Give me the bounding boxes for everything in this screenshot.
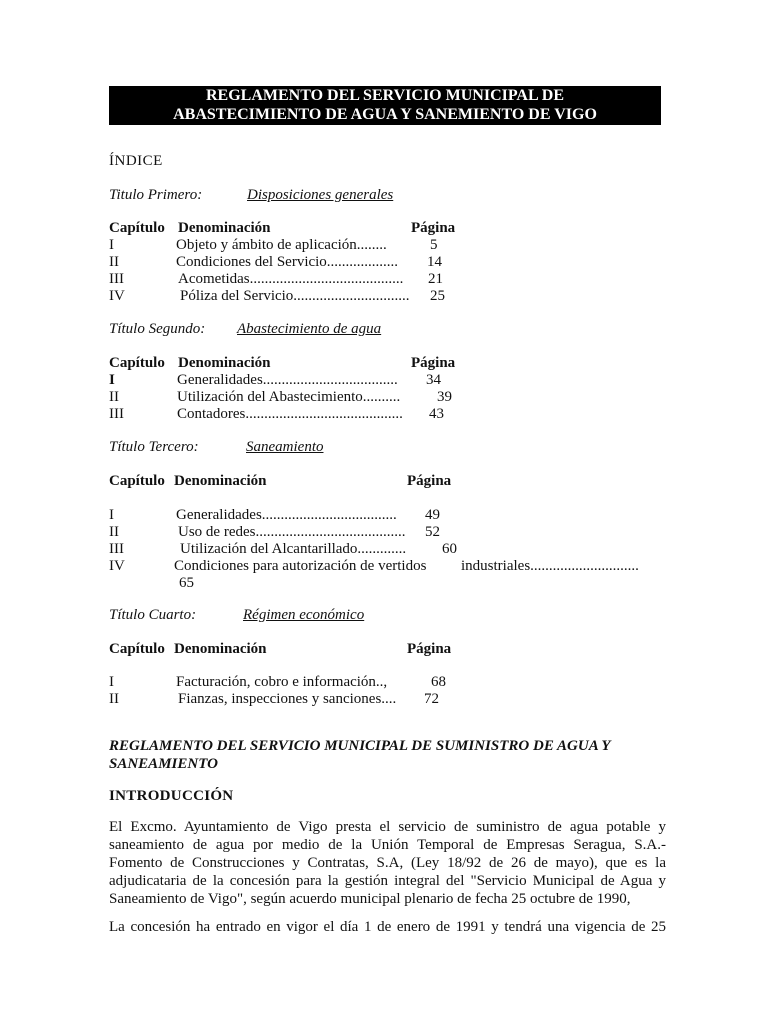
table-row-name-continued: industriales............................. — [461, 558, 639, 574]
table-row-name: Contadores.......................................... — [177, 406, 403, 422]
table-row-chapter: I — [109, 237, 114, 253]
table-row-name: Acometidas......................................... — [178, 271, 404, 287]
paragraph-line: La concesión ha entrado en vigor el día 1 de enero de 1991 y tendrá una vigencia de 25 — [109, 919, 666, 935]
title-3-col-page: Página — [407, 473, 452, 489]
table-row-chapter: II — [109, 389, 119, 405]
title-2-col-chapter: Capítulo — [109, 355, 165, 371]
title-4-col-chapter: Capítulo — [109, 641, 165, 657]
table-row-page: 25 — [430, 288, 445, 304]
table-row-name: Condiciones para autorización de vertidos — [174, 558, 427, 574]
title-1-name: Disposiciones generales — [247, 187, 394, 203]
title-1-col-page: Página — [411, 220, 456, 236]
table-row-page: 14 — [427, 254, 442, 270]
table-row-name: Condiciones del Servicio................... — [176, 254, 399, 270]
table-row-page: 65 — [179, 575, 194, 591]
table-row-page: 5 — [430, 237, 438, 253]
table-row-chapter: IV — [109, 288, 125, 304]
table-row-page: 68 — [431, 674, 446, 690]
regulation-heading-line-2: SANEAMIENTO — [109, 756, 218, 772]
title-3-col-chapter: Capítulo — [109, 473, 165, 489]
table-row-chapter: II — [109, 254, 119, 270]
table-row-page: 43 — [429, 406, 444, 422]
table-row-page: 72 — [424, 691, 439, 707]
table-row-chapter: III — [109, 406, 124, 422]
title-2-col-page: Página — [411, 355, 456, 371]
table-row-chapter: II — [109, 524, 119, 540]
second-paragraph — [109, 918, 666, 936]
table-row-chapter: III — [109, 271, 124, 287]
table-row-name: Facturación, cobro e información.., — [176, 674, 388, 690]
paragraph-line: Saneamiento de Vigo", según acuerdo municipal plenario de fecha 25 octubre de 1990, — [109, 891, 631, 907]
introduction-paragraph — [109, 818, 666, 908]
title-2-label: Título Segundo: — [109, 321, 206, 337]
index-label: ÍNDICE — [109, 153, 163, 169]
table-row-chapter: II — [109, 691, 119, 707]
paragraph-line: saneamiento de agua por medio de la Unión Temporal de Empresas Seragua, S.A.- — [109, 837, 666, 853]
title-2-col-name: Denominación — [178, 355, 271, 371]
regulation-heading — [109, 737, 661, 773]
introduction-heading: INTRODUCCIÓN — [109, 788, 234, 804]
table-row-name: Fianzas, inspecciones y sanciones.... — [178, 691, 397, 707]
table-row-name: Generalidades.................................... — [177, 372, 398, 388]
table-row-page: 60 — [442, 541, 457, 557]
table-row-page: 49 — [425, 507, 440, 523]
document-title-line-2: ABASTECIMIENTO DE AGUA Y SANEMIENTO DE VIGO — [173, 106, 597, 123]
title-1-label: Titulo Primero: — [109, 187, 203, 203]
regulation-heading-line-1: REGLAMENTO DEL SERVICIO MUNICIPAL DE SUMINISTRO DE AGUA Y — [109, 738, 611, 754]
table-row-chapter: IV — [109, 558, 125, 574]
title-1-col-name: Denominación — [178, 220, 271, 236]
table-row-name: Objeto y ámbito de aplicación........ — [176, 237, 387, 253]
paragraph-line: Fomento de Construcciones y Contratas, S.A, (Ley 18/92 de 26 de mayo), que es la — [109, 855, 666, 871]
document-title-banner — [109, 86, 661, 125]
table-row-page: 39 — [437, 389, 452, 405]
table-row-chapter: I — [109, 372, 115, 388]
table-row-name: Uso de redes........................................ — [178, 524, 406, 540]
table-row-name: Póliza del Servicio............................... — [180, 288, 410, 304]
table-row-chapter: III — [109, 541, 124, 557]
title-2-name: Abastecimiento de agua — [237, 321, 382, 337]
table-row-name: Utilización del Abastecimiento.......... — [177, 389, 401, 405]
table-row-chapter: I — [109, 507, 114, 523]
title-4-name: Régimen económico — [243, 607, 365, 623]
document-title-line-1: REGLAMENTO DEL SERVICIO MUNICIPAL DE — [205, 87, 564, 104]
paragraph-line: El Excmo. Ayuntamiento de Vigo presta el servicio de suministro de agua potable y — [109, 819, 666, 835]
table-row-chapter: I — [109, 674, 114, 690]
table-row-page: 21 — [428, 271, 443, 287]
table-row-page: 34 — [426, 372, 441, 388]
title-1-col-chapter: Capítulo — [109, 220, 165, 236]
table-row-name: Utilización del Alcantarillado............. — [180, 541, 407, 557]
title-4-col-name: Denominación — [174, 641, 267, 657]
title-3-label: Título Tercero: — [109, 439, 199, 455]
title-4-col-page: Página — [407, 641, 452, 657]
title-3-col-name: Denominación — [174, 473, 267, 489]
table-row-name: Generalidades.................................... — [176, 507, 397, 523]
title-3-name: Saneamiento — [246, 439, 324, 455]
paragraph-line: adjudicataria de la concesión para la gestión integral del "Servicio Municipal de Agua y — [109, 873, 666, 889]
table-row-page: 52 — [425, 524, 440, 540]
title-4-label: Título Cuarto: — [109, 607, 197, 623]
